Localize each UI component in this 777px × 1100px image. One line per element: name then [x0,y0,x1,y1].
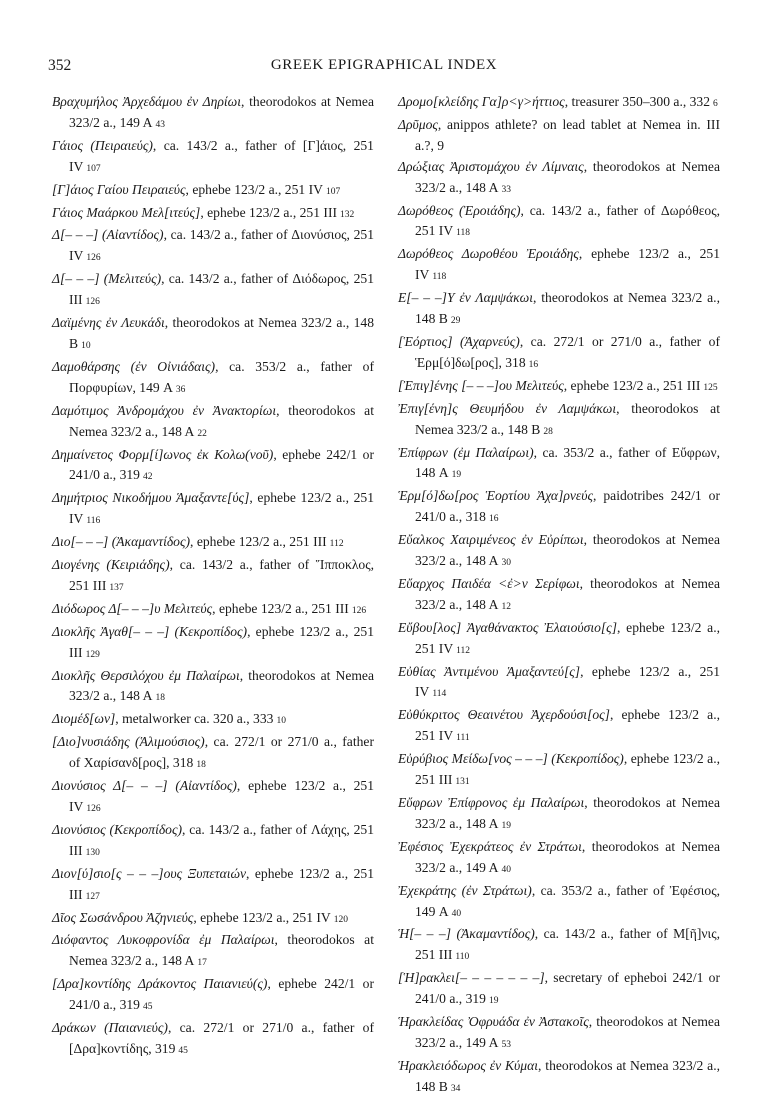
entry-name: Ἐχεκράτης (ἐν Στράτωι) [398,882,532,898]
index-entry [52,622,374,666]
index-entry [52,269,374,313]
index-entry [52,92,374,136]
entry-line-ref: 125 [703,382,718,393]
entry-description: , ca. 353/2 a., father of Ἐφέσιος, 149 A [415,882,720,919]
entry-line-ref: 132 [340,209,355,220]
entry-description: , ephebe 123/2 a., 251 III [563,377,701,393]
entry-line-ref: 18 [155,693,165,704]
entry-line-ref: 28 [543,426,553,437]
entry-line-ref: 131 [455,777,470,788]
index-entry [52,555,374,599]
index-entry [52,1018,374,1062]
index-entry [398,662,720,706]
index-entry [398,115,720,157]
entry-description: , ephebe 123/2 a., 251 IV [415,663,721,700]
index-entry [398,749,720,793]
entry-line-ref: 19 [501,820,511,831]
entry-name: Δημαίνετος Φορμ[ί]ωνος ἐκ Κολω(νοῦ) [52,446,274,462]
entry-description: , ephebe 242/1 or 241/0 a., 319 [69,976,375,1013]
entry-line-ref: 118 [456,228,471,239]
entry-description: , ephebe 123/2 a., 251 IV [415,707,720,744]
entry-name: Ἐπίφρων (ἐμ Παλαίρωι) [398,444,534,460]
index-entry [398,705,720,749]
index-entry [52,820,374,864]
entry-line-ref: 10 [276,716,286,727]
entry-description: , ca. 272/1 or 271/0 a., father of [Δρα]κοντίδης, 319 [69,1020,374,1056]
entry-line-ref: 40 [451,908,462,919]
entry-name: [Ἡ]ρακλει[– – – – – – –] [398,970,545,986]
index-entry [52,180,374,203]
entry-name: Δ[– – –] (Αἰαντίδος) [52,227,164,243]
index-entry [398,924,720,968]
entry-description: , ephebe 123/2 a., 251 III [415,751,720,788]
entry-description: , ephebe 123/2 a., 251 III [69,865,374,902]
entry-line-ref: 114 [432,689,447,700]
entry-line-ref: 45 [178,1045,188,1056]
entry-name: [Ἑόρτιος] (Ἀχαρνεύς) [398,333,520,349]
entry-name: Διοκλῆς Ἀγαθ[– – –] (Κεκροπίδος) [52,623,248,639]
entry-line-ref: 45 [142,1002,153,1013]
entry-description: , ephebe 123/2 a., 251 IV [193,909,331,925]
entry-description: , ephebe 123/2 a., 251 III [69,623,374,660]
index-entry [398,1012,720,1056]
entry-description: , ca. 143/2 a., father of Δωρόθεος, 251 IV [415,202,720,239]
entry-name: Εὔφρων Ἐπίφρονος ἐμ Παλαίρωι [398,795,585,810]
entry-name: Ἐφέσιος Ἐχεκράτεος ἐν Στράτωι [398,838,582,854]
entry-name: Ἡρακλειόδωρος ἐν Κύμαι [398,1057,539,1073]
entry-description: , ca. 272/1 or 271/0 a., father of Ἑρμ[ό]δω[ρος], 318 [415,333,720,370]
entry-name: Διο[– – –] (Ἀκαμαντίδος) [52,534,191,550]
entry-line-ref: 107 [325,186,341,197]
page-number: 352 [48,57,72,74]
index-entry [52,357,374,401]
entry-name: Εὐθύκριτος Θεαινέτου Ἀχερδούσι[ος] [398,707,610,723]
entry-description: , ca. 143/2 a., father of Διονύσιος, 251 IV [69,227,374,264]
entry-line-ref: 137 [109,582,124,593]
entry-description: , ca. 272/1 or 271/0 a., father of Χαρίσανδ[ρος], 318 [69,734,374,771]
index-entry [398,530,720,574]
entry-line-ref: 107 [86,163,101,174]
entry-name: Δρῦμος [398,116,438,132]
entry-description: , ca. 143/2 a., father of Λάχης, 251 III [69,821,375,858]
entry-line-ref: 110 [455,952,470,963]
entry-description: , theorodokos at Nemea 323/2 a., 148 A [69,932,374,969]
entry-description: , ephebe 123/2 a., 251 III [190,534,327,550]
entry-name: Δαμότιμος Ἀνδρομάχου ἐν Ἀνακτορίωι [52,402,277,418]
entry-description: , treasurer 350–300 a., 332 [564,94,711,109]
entry-description: , theorodokos at Nemea 323/2 a., 148 A [415,575,720,612]
entry-name: Γάιος (Πειραιεύς) [52,137,153,153]
index-column-left [52,92,374,1062]
entry-name: Διογένης (Κειριάδης) [52,557,170,573]
index-entry [52,709,374,732]
entry-description: , ephebe 123/2 a., 251 IV [415,246,720,283]
index-entry [52,666,374,710]
page-header [48,57,720,79]
entry-description: , ephebe 123/2 a., 251 III [200,204,337,220]
entry-name: Εὔαλκος Χαιριμένεος ἐν Εὐρίπωι [398,532,584,548]
index-entry [52,599,374,622]
entry-name: Δωρόθεος Δωροθέου Ἐροιάδης [398,246,579,262]
entry-name: Διόδωρος Δ[– – –]υ Μελιτεύς [52,600,213,616]
entry-name: Γάιος Μαάρκου Μελ[ιτεύς] [52,204,201,220]
entry-line-ref: 29 [450,316,461,327]
index-entry [52,532,374,555]
entry-name: Δημήτριος Νικοδήμου Ἁμαξαντε[ύς] [52,490,250,506]
entry-name: [Διο]νυσιάδης (Ἁλιμούσιος) [52,734,205,750]
entry-description: , ca. 143/2 a., father of [Γ]άιος, 251 IV [69,137,374,174]
entry-description: , theorodokos at Nemea 323/2 a., 148 B [415,290,720,327]
entry-line-ref: 18 [196,760,206,771]
entry-description: , ca. 353/2 a., father of Εὔφρων, 148 A [415,444,720,481]
index-entry [52,136,374,180]
entry-line-ref: 127 [85,891,100,902]
entry-description: , theorodokos at Nemea 323/2 a., 148 A [415,532,720,569]
entry-description: , ca. 143/2 a., father of Ἵππoκλος, 251 III [69,557,374,593]
entry-name: Ἐπιγ[ένη]ς Θευμήδου ἐν Λαμψάκωι [398,400,617,416]
entry-name: Διονύσιος Δ[– – –] (Αἰαντίδος) [52,778,237,794]
entry-line-ref: 111 [456,733,470,744]
entry-line-ref: 12 [501,601,511,612]
index-entry [52,488,374,532]
entry-line-ref: 120 [333,914,348,925]
entry-line-ref: 16 [488,514,499,525]
entry-description: , theorodokos at Nemea 323/2 a., 148 A [69,402,374,439]
index-entry [52,864,374,908]
entry-line-ref: 116 [86,516,101,527]
entry-description: , ephebe 123/2 a., 251 IV [415,619,720,656]
index-entry [52,445,374,489]
entry-line-ref: 10 [81,340,91,351]
entry-name: Δράκων (Παιανιεύς) [52,1020,168,1036]
entry-description: , theorodokos at Nemea 323/2 a., 148 B [69,315,374,351]
index-entry [52,732,374,776]
entry-description: , anippos athlete? on lead tablet at Nemea in. III a.?, 9 [415,116,720,153]
entry-line-ref: 112 [329,539,344,550]
entry-name: Δωρόθεος (Ἐροιάδης) [398,202,521,218]
entry-line-ref: 34 [450,1083,461,1094]
entry-description: , theorodokos at Nemea 323/2 a., 148 A [69,667,374,704]
index-entry [398,288,720,332]
entry-name: Διόφαντος Λυκοφρονίδα ἐμ Παλαίρωι [52,932,275,948]
entry-description: , theorodokos at Nemea 323/2 a., 148 B [415,1057,720,1094]
index-entry [398,157,720,201]
index-entry [398,1056,720,1100]
entry-name: Εὐρύβιος Μείδω[νος – – –] (Κεκροπίδος) [398,751,624,767]
running-title: GREEK EPIGRAPHICAL INDEX [270,57,498,73]
index-entry [398,618,720,662]
index-entry [52,776,374,820]
entry-line-ref: 42 [142,472,153,483]
entry-name: Διον[ύ]σιο[ς – – –]ους Ξυπεταιών [52,865,247,881]
entry-line-ref: 36 [175,384,186,395]
entry-name: [Ἐπιγ]ένης [– – –]ου Μελιτεύς [398,377,564,393]
entry-name: Δαϊμένης ἐν Λευκάδι [52,315,165,331]
entry-line-ref: 19 [451,470,462,481]
entry-description: , metalworker ca. 320 a., 333 [115,711,274,727]
index-entry [398,443,720,487]
entry-name: [Δρα]κοντίδης Δράκοντος Παιανιεύ(ς) [52,976,268,992]
entry-name: Δ[– – –] (Μελιτεύς) [52,271,162,287]
index-column-right [398,92,720,1100]
entry-line-ref: 19 [488,996,499,1007]
index-entry [398,399,720,443]
entry-name: Δῖος Σωσάνδρου Ἀζηνιεύς [52,909,194,925]
entry-description: , ca. 143/2 a., father of Διόδωρος, 251 III [69,271,374,308]
entry-name: Δρομο[κλείδης Γα]ρ<γ>ήττιος [398,94,565,109]
index-entry [398,201,720,245]
index-entry [398,244,720,288]
index-entry [52,313,374,357]
entry-line-ref: 126 [86,804,101,814]
entry-line-ref: 16 [528,359,539,370]
entry-description: , theorodokos at Nemea 323/2 a., 149 A [69,94,374,130]
entry-name: Ε[– – –]Υ ἐν Λαμψάκωι [398,290,534,306]
entry-line-ref: 30 [501,558,511,569]
index-entry [52,225,374,269]
entry-line-ref: 112 [456,645,471,656]
entry-description: , secretary of epheboi 242/1 or 241/0 a., 319 [415,970,720,1007]
entry-name: Εὔβου[λος] Ἀγαθάνακτος Ἐλαιούσιο[ς] [398,619,617,635]
entry-line-ref: 6 [713,99,718,109]
entry-name: Δρώξιας Ἀριστομάχου ἐν Λίμναις [398,158,584,174]
index-entry [398,332,720,376]
entry-line-ref: 43 [155,119,165,130]
entry-name: Διονύσιος (Κεκροπίδος) [52,821,183,837]
entry-description: , theorodokos at Nemea 323/2 a., 148 B [415,400,720,437]
entry-description: , ephebe 123/2 a., 251 IV [185,181,323,197]
index-entry [398,881,720,925]
entry-name: [Γ]άιος Γαίου Πειραιεύς [52,181,186,197]
entry-name: Ἑρμ[ό]δω[ρος Ἑορτίου Ἀχα]ρνεύς [398,488,594,504]
entry-name: Εὔαρχος Παιδέα <ἐ>ν Σερίφωι [398,575,580,591]
entry-name: Βραχυμήλος Ἀρχεδάμου ἐν Δηρίωι [52,94,242,109]
entry-line-ref: 118 [432,272,447,283]
entry-name: Εὐθίας Ἀντιμένου Ἁμαξαντεύ[ς] [398,663,581,679]
index-entry [398,92,720,115]
entry-description: , paidotribes 242/1 or 241/0 a., 318 [415,488,720,525]
entry-description: , ephebe 123/2 a., 251 III [212,600,349,616]
entry-line-ref: 130 [85,847,100,858]
entry-description: , theorodokos at Nemea 323/2 a., 148 A [415,795,720,831]
entry-name: Δαμοθάρσης (ἐν Οἰνιάδαις) [52,358,216,374]
entry-description: , ephebe 123/2 a., 251 IV [69,778,375,814]
entry-line-ref: 40 [501,864,511,875]
index-entry [398,486,720,530]
index-entry [52,908,374,931]
entry-line-ref: 126 [86,253,101,264]
index-entry [398,968,720,1012]
entry-description: , ca. 353/2 a., father of Πορφυρίων, 149 A [69,358,375,395]
entry-name: Διομέδ[ων] [52,711,116,727]
entry-line-ref: 17 [197,958,207,969]
index-entry [52,401,374,445]
index-entry [398,793,720,837]
entry-name: Διοκλῆς Θερσιλόχου ἐμ Παλαίρωι [52,667,240,683]
entry-line-ref: 129 [85,649,100,660]
entry-description: , ephebe 123/2 a., 251 IV [69,490,374,527]
index-entry [398,376,720,399]
entry-description: , theorodokos at Nemea 323/2 a., 148 A [415,158,720,195]
entry-description: , theorodokos at Nemea 323/2 a., 149 A [415,838,720,875]
entry-line-ref: 22 [197,428,207,439]
index-entry [398,574,720,618]
entry-name: Ἡ[– – –] (Ἀκαμαντίδος) [398,926,535,942]
entry-line-ref: 53 [501,1039,511,1050]
index-entry [52,203,374,226]
entry-line-ref: 126 [351,605,367,616]
entry-description: , ephebe 242/1 or 241/0 a., 319 [69,446,375,483]
index-entry [398,837,720,881]
index-entry [52,974,374,1018]
entry-name: Ἡρακλείδας Ὀφρυάδα ἐν Ἀστακοῖς [398,1014,589,1030]
entry-line-ref: 126 [85,297,100,308]
entry-description: , ca. 143/2 a., father of Μ[ῆ]νις, 251 III [415,926,720,963]
entry-description: , theorodokos at Nemea 323/2 a., 149 A [415,1014,720,1050]
entry-line-ref: 33 [501,184,511,195]
index-entry [52,930,374,974]
